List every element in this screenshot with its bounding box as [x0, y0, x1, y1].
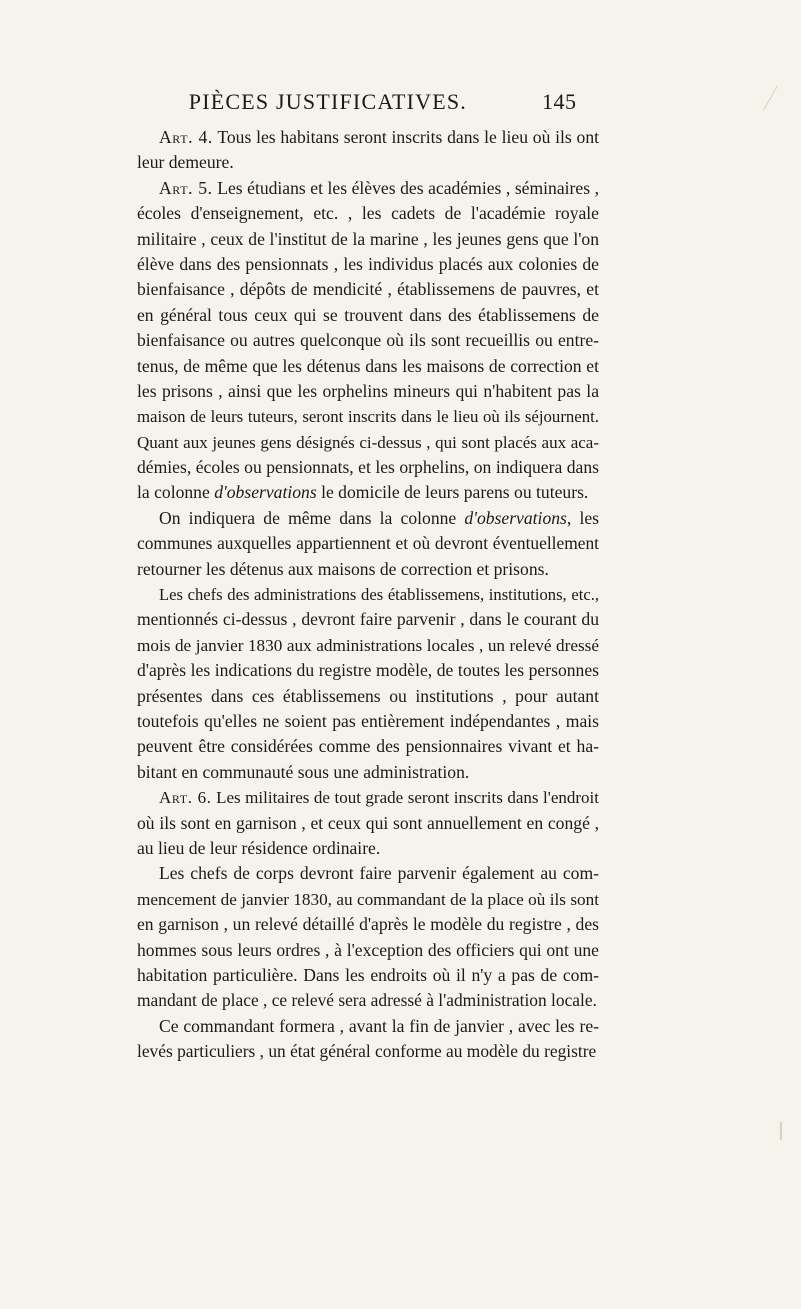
text-line	[137, 684, 599, 709]
text-line	[137, 480, 599, 505]
text-segment: mandant de place , ce relevé sera adressé à l'administration locale.	[137, 990, 597, 1011]
text-line	[137, 811, 599, 836]
text-line	[137, 1014, 599, 1039]
text-segment: Tous les habitans seront inscrits dans le lieu où ils ont	[212, 127, 600, 147]
text-segment: toutefois qu'elles ne soient pas entièrement indépendantes , mais	[137, 710, 599, 731]
text-line	[137, 506, 599, 531]
text-segment: en général tous ceux qui se trouvent dans des établissemens de	[137, 304, 599, 325]
text-segment: maison de leurs tuteurs, seront inscrits dans le lieu où ils séjournent.	[137, 407, 599, 427]
text-line	[137, 607, 599, 632]
paragraph	[137, 861, 599, 1013]
text-line	[137, 201, 599, 226]
text-segment: d'après les indications du registre modèle, de toutes les personnes	[137, 660, 599, 681]
text-segment: les prisons , ainsi que les orphelins mineurs qui n'habitent pas la	[137, 380, 599, 401]
text-line	[137, 227, 599, 252]
text-line	[137, 658, 599, 683]
text-segment: retourner les détenus aux maisons de correction et prisons.	[137, 558, 549, 579]
text-line	[137, 633, 599, 658]
article-number: Art. 5.	[159, 177, 213, 198]
text-line	[137, 734, 599, 759]
text-line	[137, 303, 599, 328]
article-number: Art. 6.	[159, 788, 212, 808]
page-number: 145	[542, 89, 577, 114]
text-segment: Ce commandant formera , avant la fin de janvier , avec les re-	[159, 1015, 599, 1036]
text-segment: Les militaires de tout grade seront inscrits dans l'endroit	[211, 788, 599, 808]
text-line	[137, 150, 599, 175]
text-line	[137, 836, 599, 861]
text-segment: au lieu de leur résidence ordinaire.	[137, 837, 381, 858]
text-segment: tenus, de même que les détenus dans les maisons de correction et	[137, 355, 599, 376]
italic-term: d'observations	[214, 482, 317, 503]
text-line	[137, 557, 599, 582]
text-line	[137, 354, 599, 379]
text-segment: On indiquera de même dans la colonne	[159, 507, 465, 528]
text-segment: en garnison , un relevé détaillé d'après le modèle du registre , des	[137, 914, 599, 935]
text-segment: peuvent être considérées comme des pensionnaires vivant et ha-	[137, 736, 599, 757]
text-segment: Les chefs des administrations des établissemens, institutions, etc.,	[159, 585, 599, 605]
paragraph	[137, 125, 599, 176]
text-segment: démies, écoles ou pensionnats, et les orphelins, on indiquera dans	[137, 457, 599, 478]
corner-mark	[768, 1122, 782, 1140]
text-segment: leur demeure.	[137, 152, 234, 173]
paragraph	[137, 176, 599, 506]
page-header	[137, 89, 577, 119]
text-line	[137, 328, 599, 353]
text-line	[137, 582, 599, 607]
text-segment: Les étudians et les élèves des académies , séminaires ,	[212, 177, 600, 198]
text-line	[137, 379, 599, 404]
text-segment: écoles d'enseignement, etc. , les cadets de l'académie royale	[137, 203, 599, 224]
paragraph	[137, 1014, 599, 1065]
text-segment: hommes sous leurs ordres , à l'exception des officiers qui ont une	[137, 939, 599, 960]
text-line	[137, 176, 599, 201]
text-segment: mencement de janvier 1830, au commandant de la place où ils sont	[137, 889, 599, 909]
text-line	[137, 709, 599, 734]
text-line	[137, 404, 599, 429]
text-line	[137, 785, 599, 810]
paragraph	[137, 582, 599, 785]
running-title: PIÈCES JUSTIFICATIVES.	[188, 89, 467, 114]
text-line	[137, 531, 599, 556]
text-segment: militaire , ceux de l'institut de la marine , les jeunes gens que l'on	[137, 228, 599, 249]
text-segment: le domicile de leurs parens ou tuteurs.	[316, 482, 589, 503]
text-segment: bienfaisance , dépôts de mendicité , établissemens de pauvres, et	[137, 279, 599, 300]
text-segment: habitation particulière. Dans les endroits où il n'y a pas de com-	[137, 964, 599, 985]
text-line	[137, 760, 599, 785]
text-segment: élève dans des pensionnats , les individus placés aux colonies de	[137, 253, 599, 274]
text-line	[137, 988, 599, 1013]
paragraph	[137, 506, 599, 582]
margin-mark	[763, 86, 794, 110]
text-line	[137, 887, 599, 912]
article-number: Art. 4.	[159, 127, 213, 147]
text-segment: communes auxquelles appartiennent et où devront éventuellement	[137, 533, 599, 554]
text-segment: bitant en communauté sous une administration.	[137, 761, 470, 782]
text-segment: mois de janvier 1830 aux administrations locales , un relevé dressé	[137, 635, 599, 655]
italic-term: d'observations	[464, 507, 567, 528]
text-line	[137, 252, 599, 277]
text-line	[137, 430, 599, 455]
text-line	[137, 1039, 599, 1064]
text-line	[137, 912, 599, 937]
text-line	[137, 861, 599, 886]
text-segment: mentionnés ci-dessus , devront faire parvenir , dans le courant du	[137, 609, 599, 630]
text-line	[137, 938, 599, 963]
text-line	[137, 963, 599, 988]
text-segment: Les chefs de corps devront faire parvenir également au com-	[159, 863, 599, 884]
text-line	[137, 455, 599, 480]
text-segment: où ils sont en garnison , et ceux qui sont annuellement en congé ,	[137, 812, 599, 833]
text-segment: levés particuliers , un état général conforme au modèle du registre	[137, 1041, 597, 1062]
text-line	[137, 277, 599, 302]
text-segment: Quant aux jeunes gens désignés ci-dessus , qui sont placés aux aca-	[137, 432, 599, 452]
text-segment: présentes dans ces établissemens ou institutions , pour autant	[137, 685, 599, 706]
text-line	[137, 125, 599, 150]
paragraph	[137, 785, 599, 861]
text-segment: bienfaisance ou autres quelconque où ils sont recueillis ou entre-	[137, 330, 599, 351]
text-segment: , les	[566, 507, 600, 528]
body-text	[137, 125, 599, 1064]
text-segment: la colonne	[137, 482, 215, 503]
